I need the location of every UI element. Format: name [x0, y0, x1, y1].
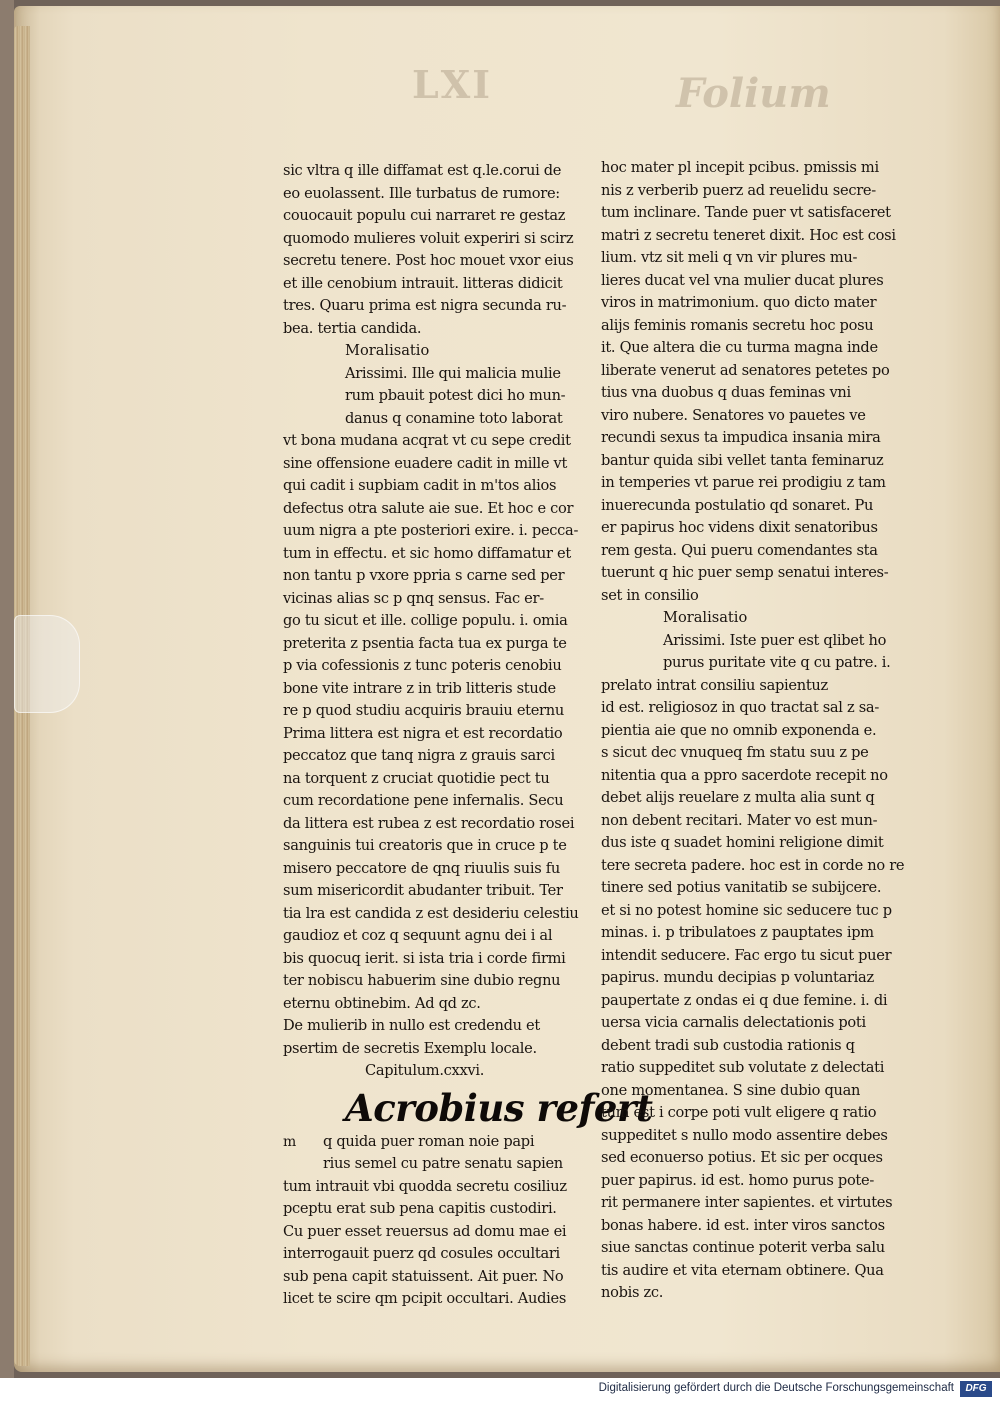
text-line: bonas habere. id est. inter viros sanctos: [601, 1216, 885, 1234]
text-line: gaudioz et coz q sequunt agnu dei i al: [283, 927, 553, 944]
text-run: rius semel cu patre senatu sapien: [323, 1155, 563, 1172]
text-line: [283, 1131, 583, 1154]
text-line: couocauit populu cui narraret re gestaz: [283, 207, 566, 224]
text-line: tum intrauit vbi quodda secretu cosiliuz: [283, 1177, 567, 1195]
text-line: et si no potest homine sic seducere tuc p: [601, 901, 892, 919]
text-line: tere secreta padere. hoc est in corde no re: [601, 856, 905, 874]
text-line: sed econuerso potius. Et sic per ocques: [601, 1149, 883, 1166]
text-line: one momentanea. S sine dubio quan: [601, 1081, 861, 1099]
text-line: purus puritate vite q cu patre. i.: [663, 654, 891, 671]
text-line: er papirus hoc videns dixit senatoribus: [601, 519, 878, 536]
text-line: interrogauit puerz qd cosules occultari: [283, 1245, 560, 1262]
text-line: tum inclinare. Tande puer vt satisfaceret: [601, 204, 891, 221]
rubric-line: psertim de secretis Exemplu locale.: [283, 1039, 537, 1057]
dfg-logo: DFG: [960, 1381, 992, 1397]
text-line: nis z verberib puerz ad reuelidu secre-: [601, 181, 876, 199]
folio-number: LXI: [412, 62, 492, 107]
text-line: tres. Quaru prima est nigra secunda ru-: [283, 297, 567, 314]
text-line: preterita z psentia facta tua ex purga te: [283, 634, 567, 652]
text-line: Arissimi. Ille qui malicia mulie: [345, 364, 561, 382]
rubric-line: De mulierib in nullo est credendu et: [283, 1017, 540, 1034]
text-line: it. Que altera die cu turma magna inde: [601, 339, 878, 356]
text-line: danus q conamine toto laborat: [345, 409, 563, 427]
text-line: papirus. mundu decipias p voluntariaz: [601, 969, 874, 986]
text-line: Prima littera est nigra et est recordatio: [283, 724, 563, 742]
text-line: eternu obtinebim. Ad qd zc.: [283, 994, 481, 1012]
text-line: sanguinis tui creatoris que in cruce p te: [283, 837, 567, 854]
text-line: et ille cenobium intrauit. litteras didicit: [283, 274, 563, 292]
text-line: peccatoz que tanq nigra z grauis sarci: [283, 747, 555, 764]
text-line: tis audire et vita eternam obtinere. Qua: [601, 1261, 884, 1279]
text-line: tum est i corpe poti vult eligere q ratio: [601, 1104, 877, 1121]
text-line: vicinas alias sc p qnq sensus. Fac er-: [283, 589, 544, 607]
text-line: liberate venerut ad senatores petetes po: [601, 361, 890, 379]
text-line: tius vna duobus q duas feminas vni: [601, 384, 851, 401]
text-line: set in consilio: [601, 586, 699, 604]
text-line: suppeditet s nullo modo assentire debes: [601, 1126, 888, 1144]
text-line: quomodo mulieres voluit experiri si scirz: [283, 229, 574, 247]
text-line: vt bona mudana acqrat vt cu sepe credit: [283, 432, 571, 449]
text-line: tum in effectu. et sic homo diffamatur et: [283, 544, 571, 562]
text-line: recundi sexus ta impudica insania mira: [601, 429, 881, 446]
folio-label: Folium: [676, 70, 831, 117]
right-text-column: [601, 157, 905, 1305]
text-line: id est. religiosoz in quo tractat sal z sa-: [601, 699, 879, 716]
text-line: debent tradi sub custodia rationis q: [601, 1036, 855, 1054]
text-line: Arissimi. Iste puer est qlibet ho: [663, 631, 887, 649]
text-line: alijs feminis romanis secretu hoc posu: [601, 316, 874, 334]
text-line: [283, 1153, 583, 1176]
text-line: uum nigra a pte posteriori exire. i. pecca-: [283, 522, 579, 539]
text-line: go tu sicut et ille. collige populu. i. omia: [283, 612, 568, 629]
text-line: hoc mater pl incepit pcibus. pmissis mi: [601, 159, 879, 176]
chapter-heading: Capitulum.cxxvi.: [365, 1062, 485, 1079]
text-line: s sicut dec vnuqueq fm statu suu z pe: [601, 744, 869, 761]
text-line: sum misericordit abudanter tribuit. Ter: [283, 882, 563, 899]
text-line: nitentia qua a ppro sacerdote recepit no: [601, 766, 888, 784]
text-line: non debent recitari. Mater vo est mun-: [601, 811, 878, 829]
funding-notice: Digitalisierung gefördert durch die Deutsche Forschungsgemeinschaft: [598, 1382, 954, 1394]
text-line: qui cadit i supbiam cadit in m'tos alios: [283, 477, 557, 494]
section-heading-moralisatio: Moralisatio: [663, 609, 748, 626]
text-line: lium. vtz sit meli q vn vir plures mu-: [601, 249, 858, 266]
text-line: Cu puer esset reuersus ad domu mae ei: [283, 1222, 567, 1240]
text-line: ter nobiscu habuerim sine dubio regnu: [283, 972, 561, 989]
text-line: viros in matrimonium. quo dicto mater: [601, 294, 877, 311]
text-line: dus iste q suadet homini religione dimit: [601, 834, 884, 851]
section-heading-moralisatio: Moralisatio: [345, 342, 430, 359]
text-line: bea. tertia candida.: [283, 319, 422, 337]
text-line: da littera est rubea z est recordatio rosei: [283, 814, 575, 832]
text-line: in temperies vt parue rei prodigiu z tam: [601, 474, 886, 491]
text-line: secretu tenere. Post hoc mouet vxor eius: [283, 252, 574, 269]
text-line: siue sanctas continue poterit verba salu: [601, 1239, 885, 1256]
text-line: matri z secretu teneret dixit. Hoc est cosi: [601, 226, 896, 244]
text-line: inuerecunda postulatio qd sonaret. Pu: [601, 496, 874, 514]
text-line: paupertate z ondas ei q due femine. i. di: [601, 991, 888, 1009]
text-run: q quida puer roman noie papi: [323, 1132, 535, 1150]
clip-tab: [14, 615, 80, 713]
text-line: tinere sed potius vanitatib se subijcere.: [601, 879, 882, 896]
text-line: puer papirus. id est. homo purus pote-: [601, 1171, 874, 1189]
text-line: bis quocuq ierit. si ista tria i corde firmi: [283, 949, 566, 967]
text-line: lieres ducat vel vna mulier ducat plures: [601, 271, 884, 289]
text-line: re p quod studiu acquiris brauiu eternu: [283, 702, 564, 719]
text-line: na torquent z cruciat quotidie pect tu: [283, 769, 550, 787]
text-line: viro nubere. Senatores vo pauetes ve: [601, 406, 866, 424]
text-line: p via cofessionis z tunc poteris cenobiu: [283, 657, 562, 674]
text-line: uersa vicia carnalis delectationis poti: [601, 1014, 866, 1031]
text-line: sic vltra q ille diffamat est q.le.corui de: [283, 162, 562, 179]
guide-letter: m: [283, 1133, 296, 1150]
text-line: tuerunt q hic puer semp senatui interes-: [601, 564, 889, 581]
text-line: eo euolassent. Ille turbatus de rumore:: [283, 184, 560, 202]
text-line: misero peccatore de qnq riuulis suis fu: [283, 859, 560, 877]
text-line: sine offensione euadere cadit in mille vt: [283, 454, 568, 472]
text-line: licet te scire qm pcipit occultari. Audies: [283, 1290, 567, 1307]
text-line: rem gesta. Qui pueru comendantes sta: [601, 541, 878, 559]
text-line: pientia aie que no omnib exponenda e.: [601, 721, 877, 739]
text-line: sub pena capit statuissent. Ait puer. No: [283, 1267, 564, 1285]
text-line: ratio suppeditet sub volutate z delectati: [601, 1059, 885, 1076]
text-line: minas. i. p tribulatoes z pauptates ipm: [601, 924, 874, 941]
text-line: debet alijs reuelare z multa alia sunt q: [601, 789, 875, 806]
text-line: cum recordatione pene infernalis. Secu: [283, 792, 564, 809]
text-line: intendit seducere. Fac ergo tu sicut puer: [601, 946, 892, 964]
footer-bar: [0, 1378, 1000, 1402]
text-line: pceptu erat sub pena capitis custodiri.: [283, 1200, 557, 1217]
text-line: bone vite intrare z in trib litteris stude: [283, 679, 556, 697]
book-spine-edge: [0, 0, 14, 1378]
text-line: defectus otra salute aie sue. Et hoc e cor: [283, 499, 574, 517]
text-line: rit permanere inter sapientes. et virtutes: [601, 1194, 893, 1211]
text-line: non tantu p vxore ppria s carne sed per: [283, 567, 565, 584]
text-line: nobis zc.: [601, 1284, 664, 1301]
text-line: tia lra est candida z est desideriu celestiu: [283, 904, 579, 922]
text-line: rum pbauit potest dici ho mun-: [345, 387, 566, 404]
incipit-heading: Acrobius refert: [345, 1085, 653, 1130]
text-line: bantur quida sibi vellet tanta feminaruz: [601, 451, 884, 469]
text-line: prelato intrat consiliu sapientuz: [601, 676, 828, 694]
